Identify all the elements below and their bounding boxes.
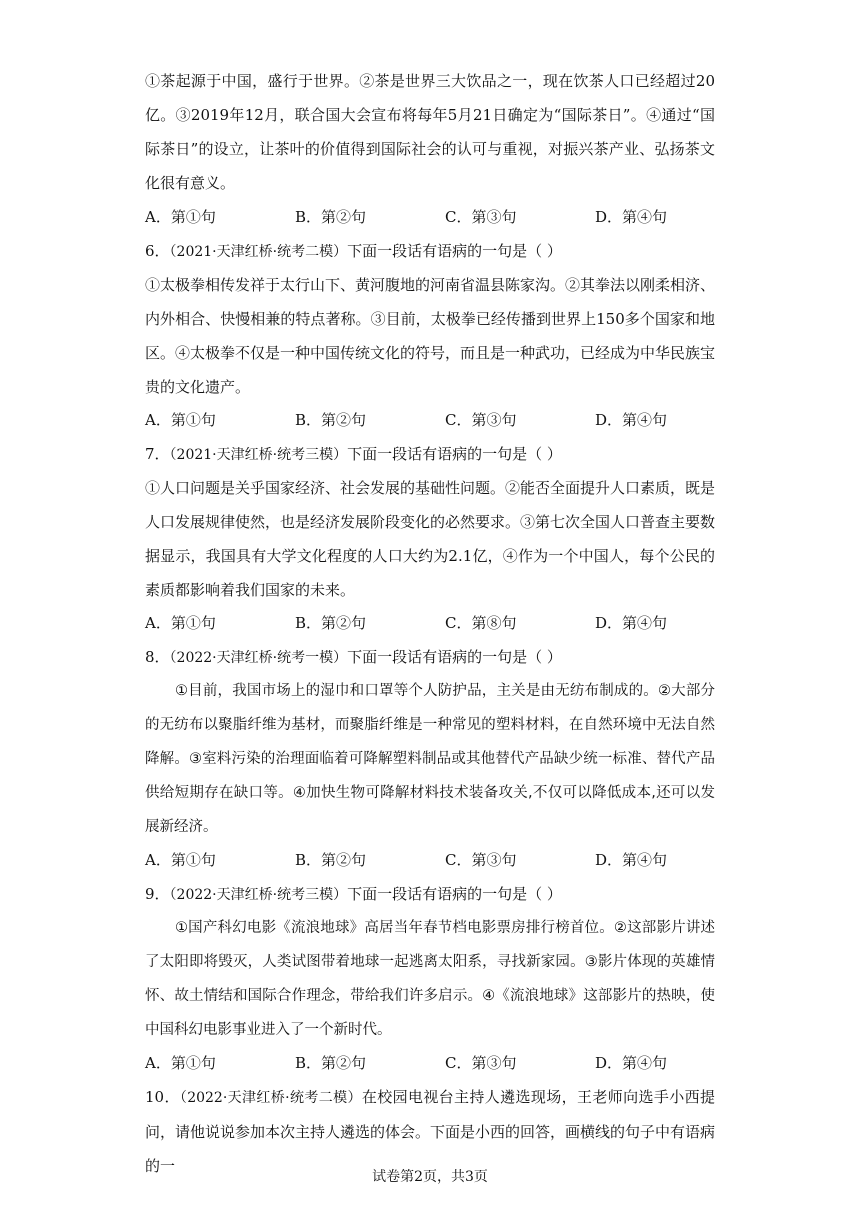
q8-source: （2022·天津红桥·统考一模） bbox=[169, 650, 348, 666]
q7-options bbox=[145, 606, 705, 640]
q7-stem: 下面一段话有语病的一句是（ ） bbox=[347, 445, 562, 463]
q9-option-b[interactable]: B．第②句 bbox=[295, 1054, 367, 1072]
q6-option-b[interactable]: B．第②句 bbox=[295, 411, 367, 429]
q6-option-c[interactable]: C．第③句 bbox=[445, 411, 517, 429]
q9-source: （2022·天津红桥·统考三模） bbox=[169, 887, 348, 903]
q9-header bbox=[145, 877, 725, 912]
q7-number: 7． bbox=[145, 445, 170, 463]
q9-stem: 下面一段话有语病的一句是（ ） bbox=[347, 885, 562, 903]
q5-passage: ①茶起源于中国，盛行于世界。②茶是世界三大饮品之一，现在饮茶人口已经超过20亿。③2019年12月，联合国大会宣布将每年5月21日确定为“国际茶日”。④通过“国际茶日”的设立，让茶叶的价值得到国际社会的认可与重视，对振兴茶产业、弘扬茶文化很有意义。 bbox=[145, 72, 715, 192]
q8-option-c[interactable]: C．第③句 bbox=[445, 851, 517, 869]
q10-stem: 在校园电视台主持人遴选现场，王老师向选手小西提问，请他说说参加本次主持人遴选的体会。下面是小西的回答，画横线的句子中有语病的一 bbox=[145, 1088, 716, 1175]
q8-number: 8． bbox=[145, 648, 170, 666]
q9-number: 9． bbox=[145, 885, 170, 903]
q9-passage: ①国产科幻电影《流浪地球》高居当年春节档电影票房排行榜首位。②这部影片讲述了太阳即将毁灭，人类试图带着地球一起逃离太阳系，寻找新家园。③影片体现的英雄情怀、故土情结和国际合作理念，带给我们许多启示。④《流浪地球》这部影片的热映，使中国科幻电影事业进入了一个新时代。 bbox=[145, 920, 715, 1038]
q7-header bbox=[145, 437, 725, 472]
q10-source: （2022·天津红桥·统考二模） bbox=[179, 1090, 362, 1106]
q8-stem: 下面一段话有语病的一句是（ ） bbox=[347, 648, 562, 666]
q6-option-a[interactable]: A．第①句 bbox=[145, 411, 216, 429]
q9-option-c[interactable]: C．第③句 bbox=[445, 1054, 517, 1072]
q6-options bbox=[145, 403, 705, 437]
q8-option-d[interactable]: D．第④句 bbox=[595, 851, 668, 869]
q5-options bbox=[145, 200, 705, 234]
q8-options bbox=[145, 843, 705, 877]
q8-option-b[interactable]: B．第②句 bbox=[295, 851, 367, 869]
q6-header bbox=[145, 234, 725, 269]
q5-option-a[interactable]: A．第①句 bbox=[145, 208, 216, 226]
q8-passage: ①目前，我国市场上的湿巾和口罩等个人防护品，主关是由无纺布制成的。②大部分的无纺布以聚脂纤维为基材，而聚脂纤维是一种常见的塑料材料，在自然环境中无法自然降解。③室料污染的治理面临着可降解塑料制品或其他替代产品缺少统一标准、替代产品供给短期存在缺口等。④加快生物可降解材料技术装备攻关,不仅可以降低成本,还可以发展新经济。 bbox=[145, 683, 715, 835]
q7-option-b[interactable]: B．第②句 bbox=[295, 614, 367, 632]
q5-option-b[interactable]: B．第②句 bbox=[295, 208, 367, 226]
q7-option-c[interactable]: C．第⑧句 bbox=[445, 614, 517, 632]
q7-option-d[interactable]: D．第④句 bbox=[595, 614, 668, 632]
q7-passage: ①人口问题是关乎国家经济、社会发展的基础性问题。②能否全面提升人口素质，既是人口发展规律使然，也是经济发展阶段变化的必然要求。③第七次全国人口普查主要数据显示，我国具有大学文化程度的人口大约为2.1亿，④作为一个中国人，每个公民的素质都影响着我们国家的未来。 bbox=[145, 479, 716, 599]
q6-number: 6． bbox=[145, 242, 170, 260]
q6-source: （2021·天津红桥·统考二模） bbox=[169, 244, 348, 260]
q9-option-a[interactable]: A．第①句 bbox=[145, 1054, 216, 1072]
q7-option-a[interactable]: A．第①句 bbox=[145, 614, 216, 632]
q6-passage: ①太极拳相传发祥于太行山下、黄河腹地的河南省温县陈家沟。②其拳法以刚柔相济、内外相合、快慢相兼的特点著称。③目前，太极拳已经传播到世界上150多个国家和地区。④太极拳不仅是一种中国传统文化的符号，而且是一种武功，已经成为中华民族宝贵的文化遗产。 bbox=[145, 276, 716, 396]
q10-number: 10． bbox=[145, 1088, 180, 1106]
q8-option-a[interactable]: A．第①句 bbox=[145, 851, 216, 869]
q5-option-c[interactable]: C．第③句 bbox=[445, 208, 517, 226]
q7-source: （2021·天津红桥·统考三模） bbox=[169, 447, 348, 463]
q9-options bbox=[145, 1046, 705, 1080]
q9-option-d[interactable]: D．第④句 bbox=[595, 1054, 668, 1072]
page-footer: 试卷第2页，共3页 bbox=[372, 1169, 488, 1185]
q6-option-d[interactable]: D．第④句 bbox=[595, 411, 668, 429]
q8-header bbox=[145, 640, 725, 675]
q6-stem: 下面一段话有语病的一句是（ ） bbox=[347, 242, 562, 260]
q5-option-d[interactable]: D．第④句 bbox=[595, 208, 668, 226]
